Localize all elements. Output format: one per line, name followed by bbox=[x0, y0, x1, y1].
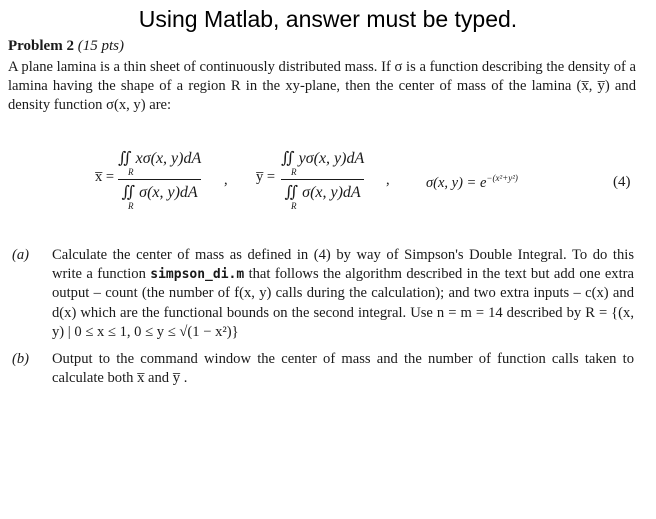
ybar-lhs: y̅ = bbox=[256, 169, 276, 185]
xbar-fraction-bar bbox=[118, 179, 201, 180]
formula-block bbox=[0, 142, 656, 222]
xbar-den-region: R bbox=[128, 201, 134, 211]
part-b-label: (b) bbox=[12, 351, 30, 368]
part-b-text: Output to the command window the center of mass and the number of function calls taken to calculate both x̅ and y̅ . bbox=[52, 351, 634, 387]
xbar-num-region: R bbox=[128, 167, 134, 177]
part-b bbox=[8, 350, 634, 388]
xbar-comma: , bbox=[224, 172, 228, 188]
part-a bbox=[8, 246, 634, 342]
function-filename: simpson_di.m bbox=[150, 267, 245, 283]
xbar-denominator: ∬ σ(x, y)dA bbox=[121, 184, 198, 201]
xbar-lhs: x̅ = bbox=[95, 169, 115, 185]
ybar-den-region: R bbox=[291, 201, 297, 211]
xbar-numerator: ∬ xσ(x, y)dA bbox=[118, 150, 202, 167]
ybar-fraction-bar bbox=[281, 179, 364, 180]
density-base: σ(x, y) = e bbox=[426, 174, 487, 191]
problem-label: Problem 2 bbox=[8, 38, 74, 54]
density-exponent: −(x²+y²) bbox=[486, 173, 518, 183]
part-a-text bbox=[52, 246, 634, 342]
part-a-text-2: that follows the algorithm described in the text but add one extra output – count (the number of f(x, y) calls during the calculation); and two extra inputs – c(x) and d(x) which are the functional bounds on the second integral. Use n = m = 14 described by R = {(x, y) | 0 ≤ x ≤ 1, 0 ≤ y ≤ √(1 − x²)} bbox=[52, 266, 634, 340]
ybar-numerator: ∬ yσ(x, y)dA bbox=[281, 150, 365, 167]
density-function bbox=[426, 173, 518, 192]
problem-heading bbox=[8, 38, 124, 55]
ybar-fraction bbox=[281, 148, 364, 211]
xbar-fraction bbox=[118, 148, 201, 211]
equation-number: (4) bbox=[613, 174, 631, 190]
problem-parts bbox=[8, 246, 634, 396]
part-a-label: (a) bbox=[12, 247, 30, 263]
part-a-text-1: Calculate the center of mass as defined in (4) by way of Simpson's Double Integral. To do this write a function bbox=[52, 247, 634, 283]
problem-intro: A plane lamina is a thin sheet of continuously distributed mass. If σ is a function describing the density of a lamina having the shape of a region R in the xy-plane, then the center of mass of the lamina (x̅, y̅) and density function σ(x, y) are: bbox=[8, 59, 636, 113]
ybar-num-region: R bbox=[291, 167, 297, 177]
problem-points: (15 pts) bbox=[77, 38, 124, 54]
ybar-denominator: ∬ σ(x, y)dA bbox=[284, 184, 361, 201]
page-header-title: Using Matlab, answer must be typed. bbox=[138, 6, 518, 32]
ybar-comma: , bbox=[386, 172, 390, 188]
